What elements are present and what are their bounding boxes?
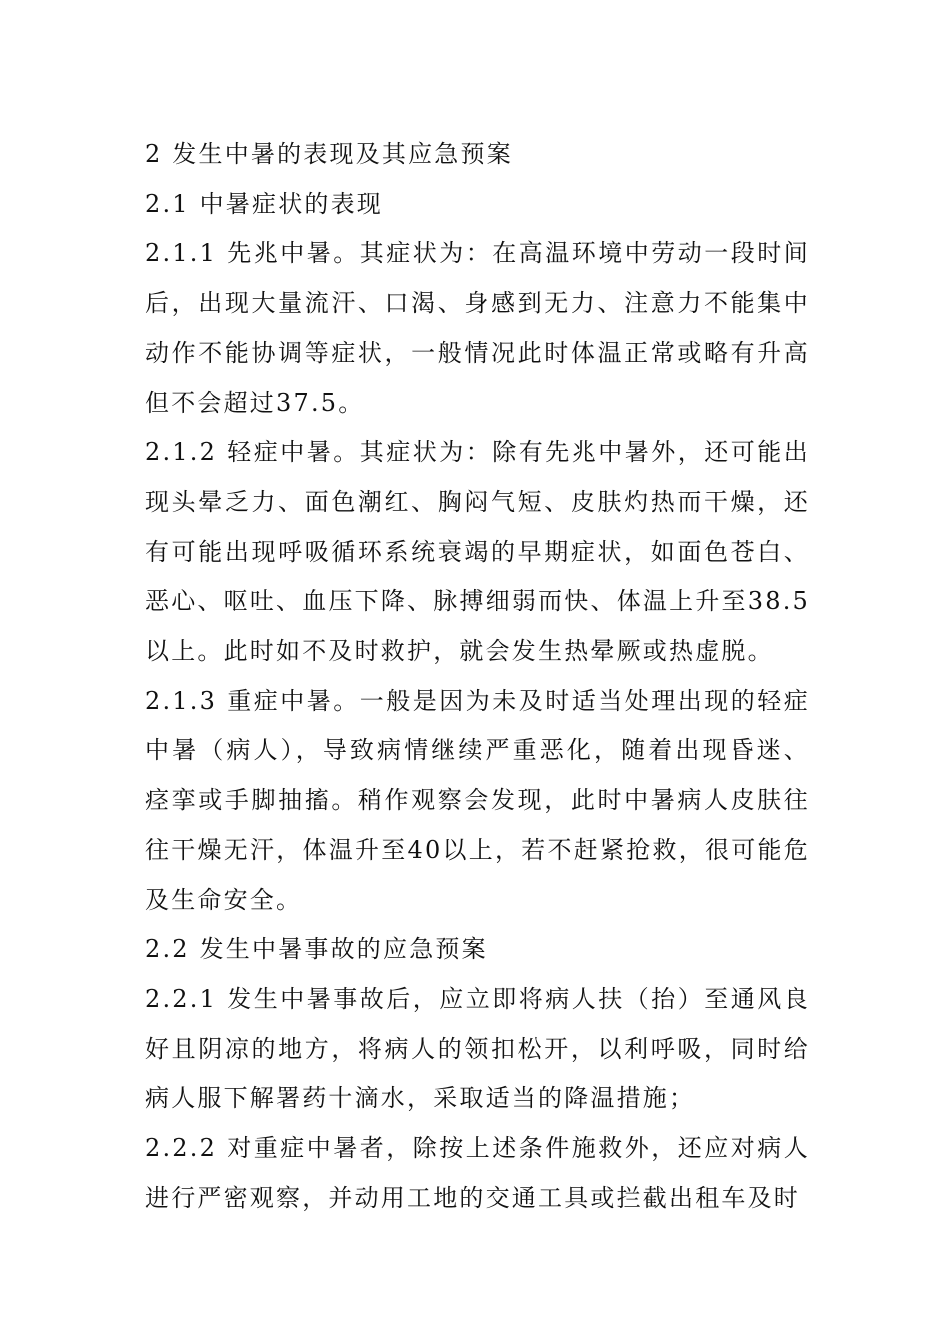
subsection-heading: 2.1 中暑症状的表现 (145, 189, 383, 218)
body-paragraph: 2.2.1 发生中暑事故后，应立即将病人扶（抬）至通风良好且阴凉的地方，将病人的领扣松开，以利呼吸，同时给病人服下解署药十滴水，采取适当的降温措施； (145, 984, 810, 1113)
body-paragraph: 2.1.3 重症中暑。一般是因为未及时适当处理出现的轻症中暑（病人），导致病情继续严重恶化，随着出现昏迷、痉挛或手脚抽搐。稍作观察会发现，此时中暑病人皮肤往往干燥无汗，体温升至40以上，若不赶紧抢救，很可能危及生命安全。 (145, 686, 810, 914)
subsection-heading: 2.2 发生中暑事故的应急预案 (145, 935, 488, 964)
document-page (145, 130, 810, 1223)
body-paragraph: 2.2.2 对重症中暑者，除按上述条件施救外，还应对病人进行严密观察，并动用工地的交通工具或拦截出租车及时 (145, 1134, 810, 1212)
body-paragraph: 2.1.1 先兆中暑。其症状为：在高温环境中劳动一段时间后，出现大量流汗、口渴、身感到无力、注意力不能集中动作不能协调等症状，一般情况此时体温正常或略有升高但不会超过37.5。 (145, 239, 810, 417)
body-paragraph: 2.1.2 轻症中暑。其症状为：除有先兆中暑外，还可能出现头晕乏力、面色潮红、胸闷气短、皮肤灼热而干燥，还有可能出现呼吸循环系统衰竭的早期症状，如面色苍白、恶心、呕吐、血压下降、脉搏细弱而快、体温上升至38.5以上。此时如不及时救护，就会发生热晕厥或热虚脱。 (145, 438, 810, 666)
section-heading: 2 发生中暑的表现及其应急预案 (145, 140, 513, 168)
